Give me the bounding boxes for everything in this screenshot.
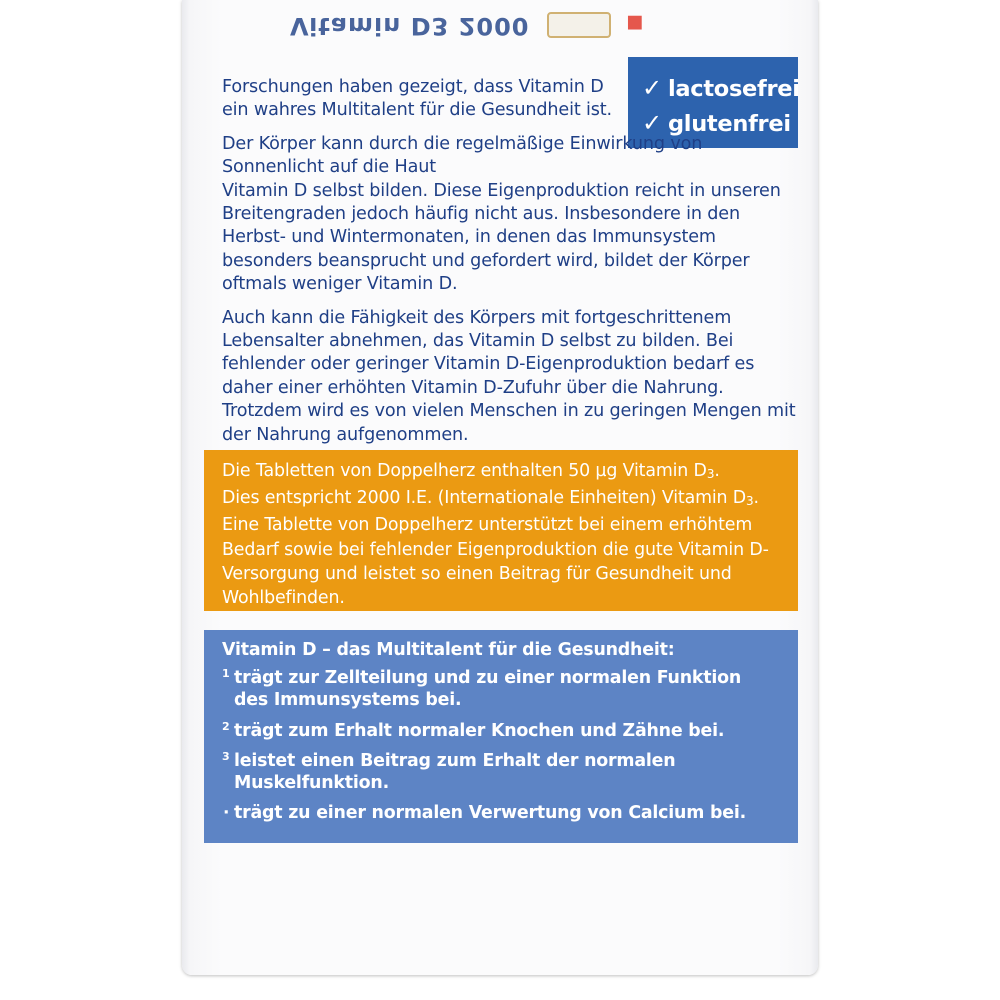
bullet-marker: ·	[223, 803, 230, 824]
dosage-line-1-end: .	[714, 461, 720, 481]
mirrored-top-print	[290, 6, 710, 40]
brand-logo-fragment	[547, 12, 611, 38]
claim-item	[222, 750, 780, 794]
dosage-rest: Eine Tablette von Doppelherz unterstützt bei einem erhöhtem Bedarf sowie bei fehlender Eigenproduktion die gute Vitamin D-Versorgung und leistet so einen Beitrag für Gesundheit und Wohlbefinden.	[222, 515, 769, 609]
mirrored-top-text: Vitamin D3 2000	[290, 12, 530, 40]
dosage-line-2-text: Dies entspricht 2000 I.E. (Internationale Einheiten) Vitamin D	[222, 488, 747, 509]
intro-paragraph-2-rest: Vitamin D selbst bilden. Diese Eigenproduktion reicht in unseren Breitengraden jedoch häufig nicht aus. Insbesondere in den Herbst- und Wintermonaten, in denen das Immunsystem besonders beansprucht und gefordert wird, bildet der Körper oftmals weniger Vitamin D.	[222, 180, 781, 295]
dosage-line-1-text: Die Tabletten von Doppelherz enthalten 50 µg Vitamin D	[222, 461, 707, 481]
badge-label-gluten: glutenfrei	[668, 111, 791, 137]
claim-text: trägt zum Erhalt normaler Knochen und Zähne bei.	[234, 720, 725, 741]
claims-heading: Vitamin D – das Multitalent für die Gesundheit:	[222, 640, 675, 660]
claim-text: trägt zur Zellteilung und zu einer normalen Funktion des Immunsystems bei.	[234, 668, 742, 711]
claim-text: leistet einen Beitrag zum Erhalt der normalen Muskelfunktion.	[234, 750, 676, 794]
subscript-3: 3	[746, 494, 754, 509]
claim-item	[222, 720, 780, 742]
checkmark-icon: ✓	[642, 109, 662, 137]
health-claims-box	[204, 630, 798, 843]
badge-row-lactose	[642, 71, 798, 106]
claim-item	[222, 802, 780, 824]
claim-text: trägt zu einer normalen Verwertung von Calcium bei.	[234, 803, 747, 824]
claim-item	[222, 667, 780, 711]
subscript-3: 3	[706, 467, 715, 481]
intro-paragraph-1: Forschungen haben gezeigt, dass Vitamin D ein wahres Multitalent für die Gesundheit ist.	[222, 77, 612, 121]
intro-paragraph-2-start: Der Körper kann durch die regelmäßige Einwirkung von Sonnenlicht auf die Haut	[222, 133, 703, 178]
dosage-line-2-end: .	[753, 488, 759, 509]
footnote-marker: 2	[222, 719, 230, 733]
intro-paragraph-2	[222, 133, 802, 297]
dosage-info-box	[204, 450, 798, 611]
checkmark-icon: ✓	[642, 74, 662, 102]
footnote-marker: 3	[222, 749, 230, 763]
dosage-line-2	[222, 486, 780, 513]
badge-label-lactose: lactosefrei	[668, 76, 800, 102]
footnote-marker: 1	[222, 667, 230, 681]
red-label-fragment: ■	[626, 13, 645, 34]
intro-paragraph-3: Auch kann die Fähigkeit des Körpers mit fortgeschrittenem Lebensalter abnehmen, das Vitamin D selbst zu bilden. Bei fehlender oder geringer Vitamin D-Eigenproduktion bedarf es daher einer erhöhten Vitamin D-Zufuhr über die Nahrung. Trotzdem wird es von vielen Menschen in zu geringen Mengen mit der Nahrung aufgenommen.	[222, 307, 796, 445]
dosage-line-1	[222, 459, 780, 486]
